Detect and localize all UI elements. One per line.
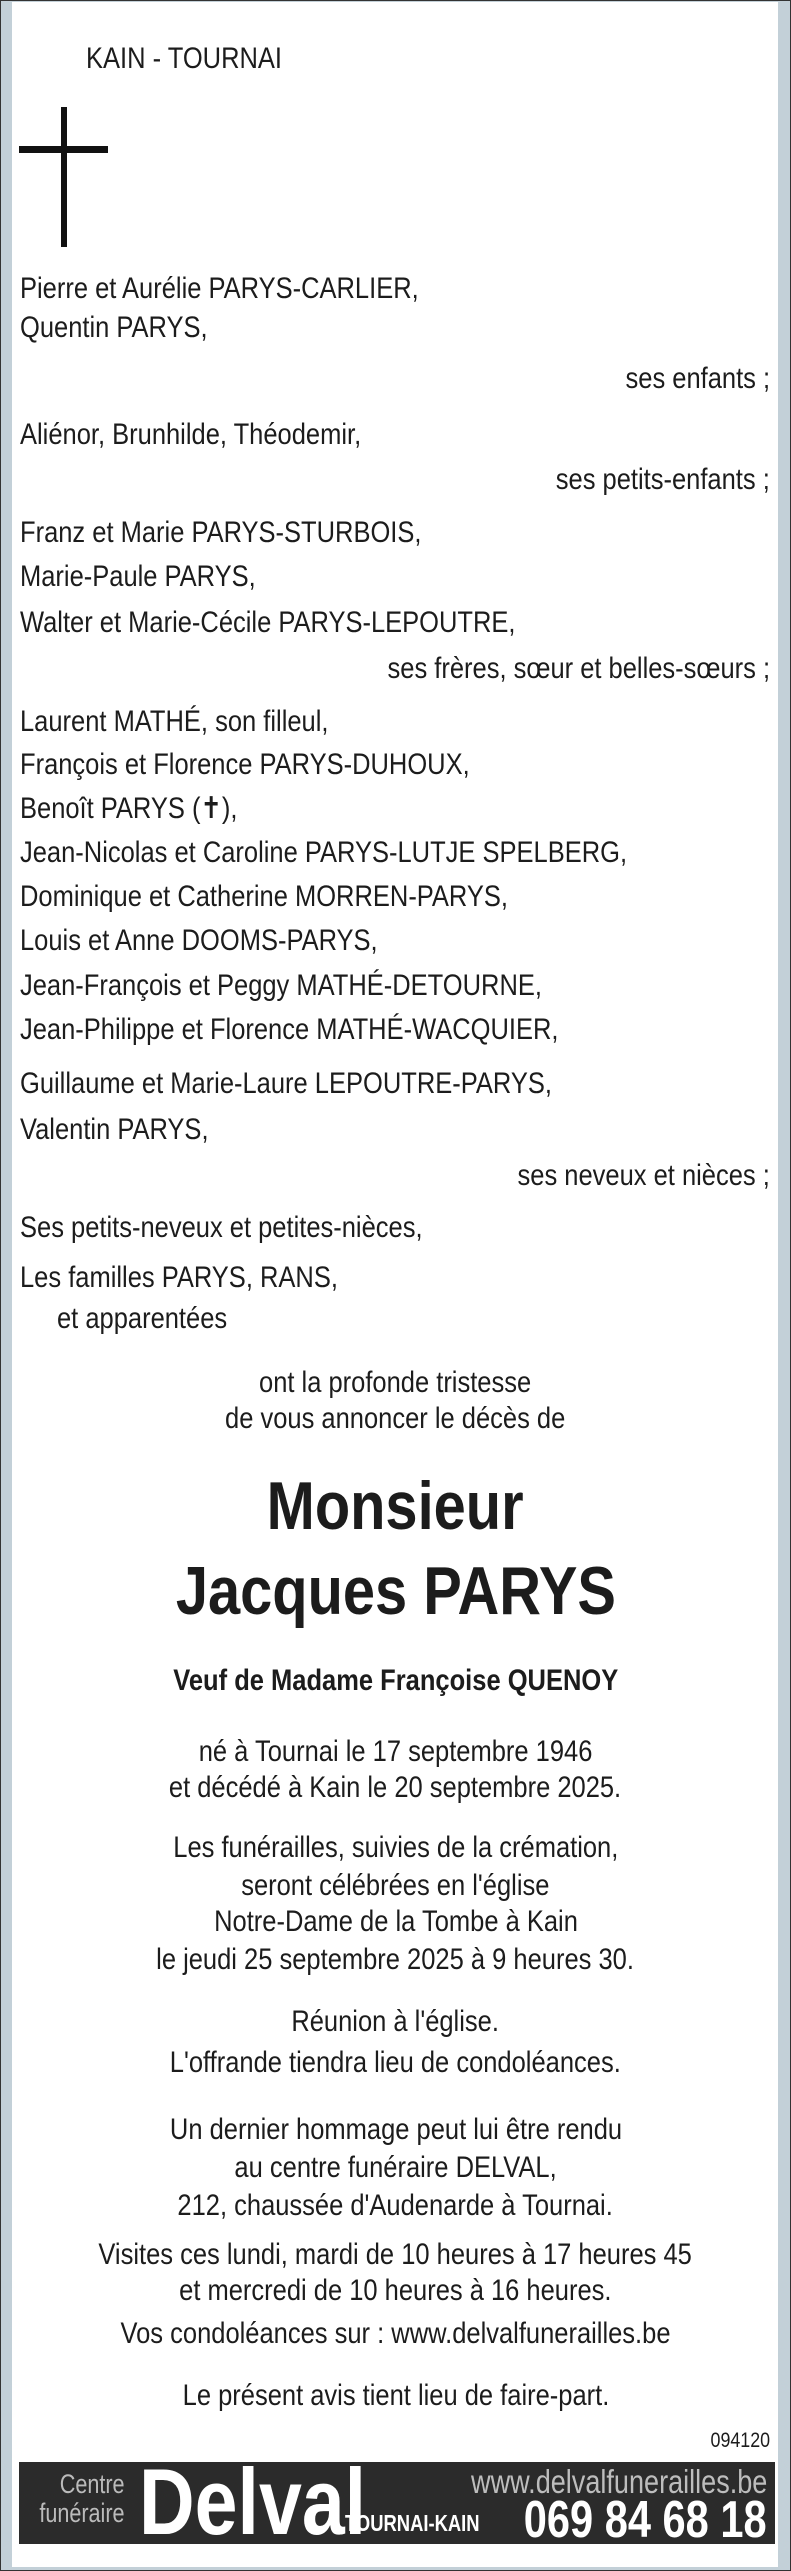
grandchildren: Aliénor, Brunhilde, Théodemir,	[20, 418, 362, 451]
announce-line: ont la profonde tristesse	[259, 1366, 532, 1399]
deceased-name: Jacques PARYS	[175, 1553, 616, 1629]
banner-brand: Delval	[139, 2462, 367, 2544]
funeral-home-banner	[19, 2462, 775, 2544]
sibling: Marie-Paule PARYS,	[20, 560, 256, 593]
nephew: Guillaume et Marie-Laure LEPOUTRE-PARYS,	[20, 1067, 552, 1100]
tribute-line: au centre funéraire DELVAL,	[234, 2151, 557, 2184]
banner-city: TOURNAI-KAIN	[345, 2510, 480, 2536]
tribute-line: 212, chaussée d'Audenarde à Tournai.	[177, 2189, 614, 2222]
child: Pierre et Aurélie PARYS-CARLIER,	[20, 272, 419, 305]
visits-line: et mercredi de 10 heures à 16 heures.	[179, 2274, 612, 2307]
nephew: Valentin PARYS,	[20, 1113, 209, 1146]
deceased-title: Monsieur	[267, 1468, 524, 1544]
families-related: et apparentées	[57, 1302, 228, 1335]
nephew: Louis et Anne DOOMS-PARYS,	[20, 924, 378, 957]
grandchildren-label: ses petits-enfants ;	[555, 463, 770, 496]
banner-centre-funeraire	[40, 2470, 125, 2528]
nephew: Laurent MATHÉ, son filleul,	[20, 705, 329, 738]
faire-part-line: Le présent avis tient lieu de faire-part.	[182, 2379, 609, 2412]
announce-line: de vous annoncer le décès de	[225, 1402, 566, 1435]
nephew: Jean-Philippe et Florence MATHÉ-WACQUIER,	[20, 1013, 559, 1046]
birth-line: né à Tournai le 17 septembre 1946	[198, 1735, 593, 1768]
banner-phone[interactable]: 069 84 68 18	[524, 2491, 767, 2544]
location: KAIN - TOURNAI	[86, 42, 283, 75]
tribute-line: Un dernier hommage peut lui être rendu	[169, 2113, 622, 2146]
funeral-line: le jeudi 25 septembre 2025 à 9 heures 30.	[156, 1943, 635, 1976]
nephew: Benoît PARYS (✝),	[20, 792, 238, 825]
families: Les familles PARYS, RANS,	[20, 1261, 338, 1294]
reference-number: 094120	[710, 2429, 770, 2452]
widower-line: Veuf de Madame Françoise QUENOY	[173, 1664, 618, 1697]
nephew: Jean-François et Peggy MATHÉ-DETOURNE,	[20, 969, 542, 1002]
banner-website[interactable]: www.delvalfunerailles.be	[470, 2463, 767, 2500]
grand-nephews: Ses petits-neveux et petites-nièces,	[20, 1211, 423, 1244]
funeral-line: Les funérailles, suivies de la crémation,	[172, 1831, 619, 1864]
nephew: Dominique et Catherine MORREN-PARYS,	[20, 880, 508, 913]
death-line: et décédé à Kain le 20 septembre 2025.	[169, 1771, 622, 1804]
visits-line: Visites ces lundi, mardi de 10 heures à 17 heures 45	[98, 2238, 693, 2271]
sibling: Franz et Marie PARYS-STURBOIS,	[20, 516, 422, 549]
banner-funeraire: funéraire	[39, 2498, 125, 2528]
meeting-line: L'offrande tiendra lieu de condoléances.	[169, 2046, 621, 2079]
banner-centre: Centre	[60, 2469, 125, 2499]
funeral-line: seront célébrées en l'église	[241, 1869, 550, 1902]
nephew: Jean-Nicolas et Caroline PARYS-LUTJE SPELBERG,	[20, 836, 628, 869]
children-label: ses enfants ;	[625, 362, 770, 395]
siblings-label: ses frères, sœur et belles-sœurs ;	[387, 652, 770, 685]
nephews-label: ses neveux et nièces ;	[517, 1159, 770, 1192]
meeting-line: Réunion à l'église.	[291, 2005, 500, 2038]
nephew: François et Florence PARYS-DUHOUX,	[20, 748, 470, 781]
condolences-link[interactable]: Vos condoléances sur : www.delvalfunerailles.be	[120, 2317, 671, 2350]
sibling: Walter et Marie-Cécile PARYS-LEPOUTRE,	[20, 606, 516, 639]
child: Quentin PARYS,	[20, 311, 208, 344]
funeral-line: Notre-Dame de la Tombe à Kain	[213, 1905, 578, 1938]
